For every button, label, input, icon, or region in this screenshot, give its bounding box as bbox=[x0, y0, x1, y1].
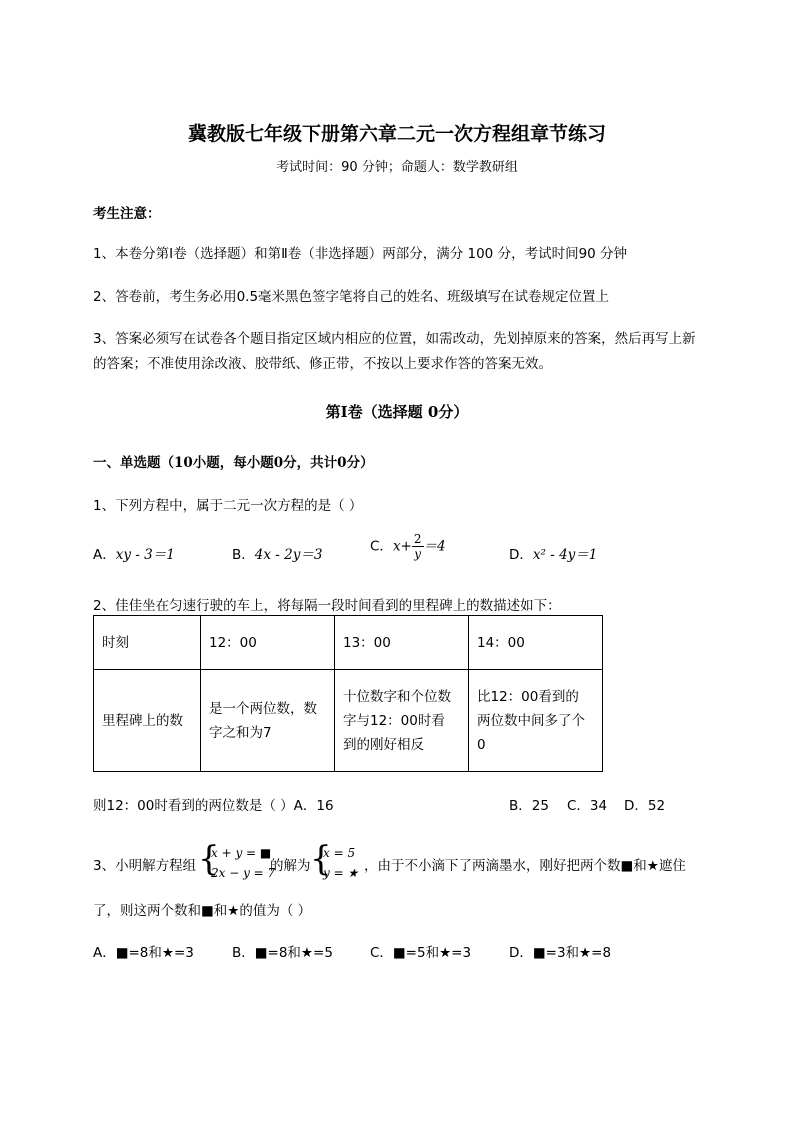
question-3-tail: ，由于不小滴下了两滴墨水，刚好把两个数■和★遮住 bbox=[364, 858, 686, 874]
table-cell bbox=[201, 670, 335, 772]
question-1-option-d[interactable] bbox=[509, 543, 597, 563]
part-1-heading: 第Ⅰ卷（选择题 0分） bbox=[325, 403, 469, 421]
question-3-lead: 3、小明解方程组 bbox=[93, 858, 197, 874]
question-1-option-b[interactable] bbox=[232, 543, 322, 563]
milestone-table bbox=[93, 615, 603, 772]
table-cell bbox=[469, 670, 603, 772]
question-3-option-d[interactable]: D．■=3和★=8 bbox=[509, 945, 612, 961]
fraction-denominator: y bbox=[414, 547, 422, 561]
question-2-question: 则12：00时看到的两位数是（ ）A．16 bbox=[93, 798, 334, 814]
question-2-stem: 2、佳佳坐在匀速行驶的车上，将每隔一段时间看到的里程碑上的数描述如下： bbox=[93, 598, 561, 614]
option-label: A． bbox=[93, 547, 116, 563]
table-cell: 时刻 bbox=[94, 616, 201, 670]
question-2-option-d[interactable]: D．52 bbox=[624, 798, 666, 814]
question-2-option-c[interactable]: C．34 bbox=[567, 798, 608, 814]
exam-title: 冀教版七年级下册第六章二元一次方程组章节练习 bbox=[187, 123, 606, 145]
question-3-option-c[interactable]: C．■=5和★=3 bbox=[370, 945, 472, 961]
section-heading: 一、单选题（10小题，每小题0分，共计0分） bbox=[93, 455, 374, 471]
option-b-equation: 4x - 2y＝3 bbox=[254, 547, 323, 563]
left-brace-icon: { bbox=[198, 839, 220, 879]
equation-system bbox=[211, 843, 275, 883]
option-c-post: ＝4 bbox=[423, 538, 446, 555]
cell-line: 两位数中间多了个 bbox=[477, 712, 585, 729]
solution-system bbox=[323, 843, 358, 883]
question-3-option-a[interactable]: A．■=8和★=3 bbox=[93, 945, 194, 961]
option-c-pre: x+ bbox=[392, 538, 412, 555]
cell-line: 0 bbox=[477, 736, 486, 753]
option-label: D． bbox=[509, 547, 533, 563]
cell-line: 到的刚好相反 bbox=[343, 736, 424, 753]
table-cell bbox=[335, 670, 469, 772]
question-3-line-2: 了，则这两个数和■和★的值为（ ） bbox=[93, 903, 312, 919]
exam-subtitle: 考试时间：90 分钟；命题人：数学教研组 bbox=[276, 160, 518, 175]
notice-item-1: 1、本卷分第Ⅰ卷（选择题）和第Ⅱ卷（非选择题）两部分，满分 100 分，考试时间90 分钟 bbox=[93, 246, 628, 262]
cell-line: 是一个两位数，数 bbox=[209, 700, 317, 717]
question-2-option-b[interactable]: B．25 bbox=[509, 798, 549, 814]
question-1-option-a[interactable] bbox=[93, 543, 175, 563]
table-header-row bbox=[94, 616, 603, 670]
table-cell: 14：00 bbox=[469, 616, 603, 670]
question-3-option-b[interactable]: B．■=8和★=5 bbox=[232, 945, 333, 961]
left-brace-icon: { bbox=[310, 839, 332, 879]
cell-line: 字之和为7 bbox=[209, 724, 272, 741]
question-3-mid: 的解为 bbox=[270, 858, 311, 874]
system-equation-1: x + y = ■ bbox=[211, 846, 272, 860]
table-row bbox=[94, 670, 603, 772]
notice-item-2: 2、答卷前，考生务必用0.5毫米黑色签字笔将自己的姓名、班级填写在试卷规定位置上 bbox=[93, 289, 610, 305]
solution-equation-1: x = 5 bbox=[323, 846, 356, 860]
cell-line: 比12：00看到的 bbox=[477, 688, 579, 705]
cell-line: 十位数字和个位数 bbox=[343, 688, 451, 705]
cell-line: 字与12：00时看 bbox=[343, 712, 445, 729]
option-d-equation: x² - 4y＝1 bbox=[532, 547, 598, 563]
option-label: C． bbox=[370, 538, 393, 555]
table-cell: 里程碑上的数 bbox=[94, 670, 201, 772]
notice-heading: 考生注意： bbox=[93, 206, 161, 222]
table-cell: 12：00 bbox=[201, 616, 335, 670]
system-equation-2: 2x − y = 7 bbox=[211, 866, 276, 880]
notice-item-3-line-1: 3、答案必须写在试卷各个题目指定区域内相应的位置，如需改动，先划掉原来的答案，然后再写上新 bbox=[93, 331, 696, 347]
notice-item-3-line-2: 的答案；不准使用涂改液、胶带纸、修正带，不按以上要求作答的答案无效。 bbox=[93, 356, 552, 372]
solution-equation-2: y = ★ bbox=[323, 866, 359, 880]
fraction-numerator: 2 bbox=[413, 532, 422, 546]
question-1-stem: 1、下列方程中，属于二元一次方程的是（ ） bbox=[93, 498, 363, 514]
option-c-fraction bbox=[412, 532, 424, 561]
question-1-option-c[interactable] bbox=[370, 532, 446, 561]
option-a-equation: xy - 3＝1 bbox=[115, 547, 175, 563]
table-cell: 13：00 bbox=[335, 616, 469, 670]
option-label: B． bbox=[232, 547, 255, 563]
